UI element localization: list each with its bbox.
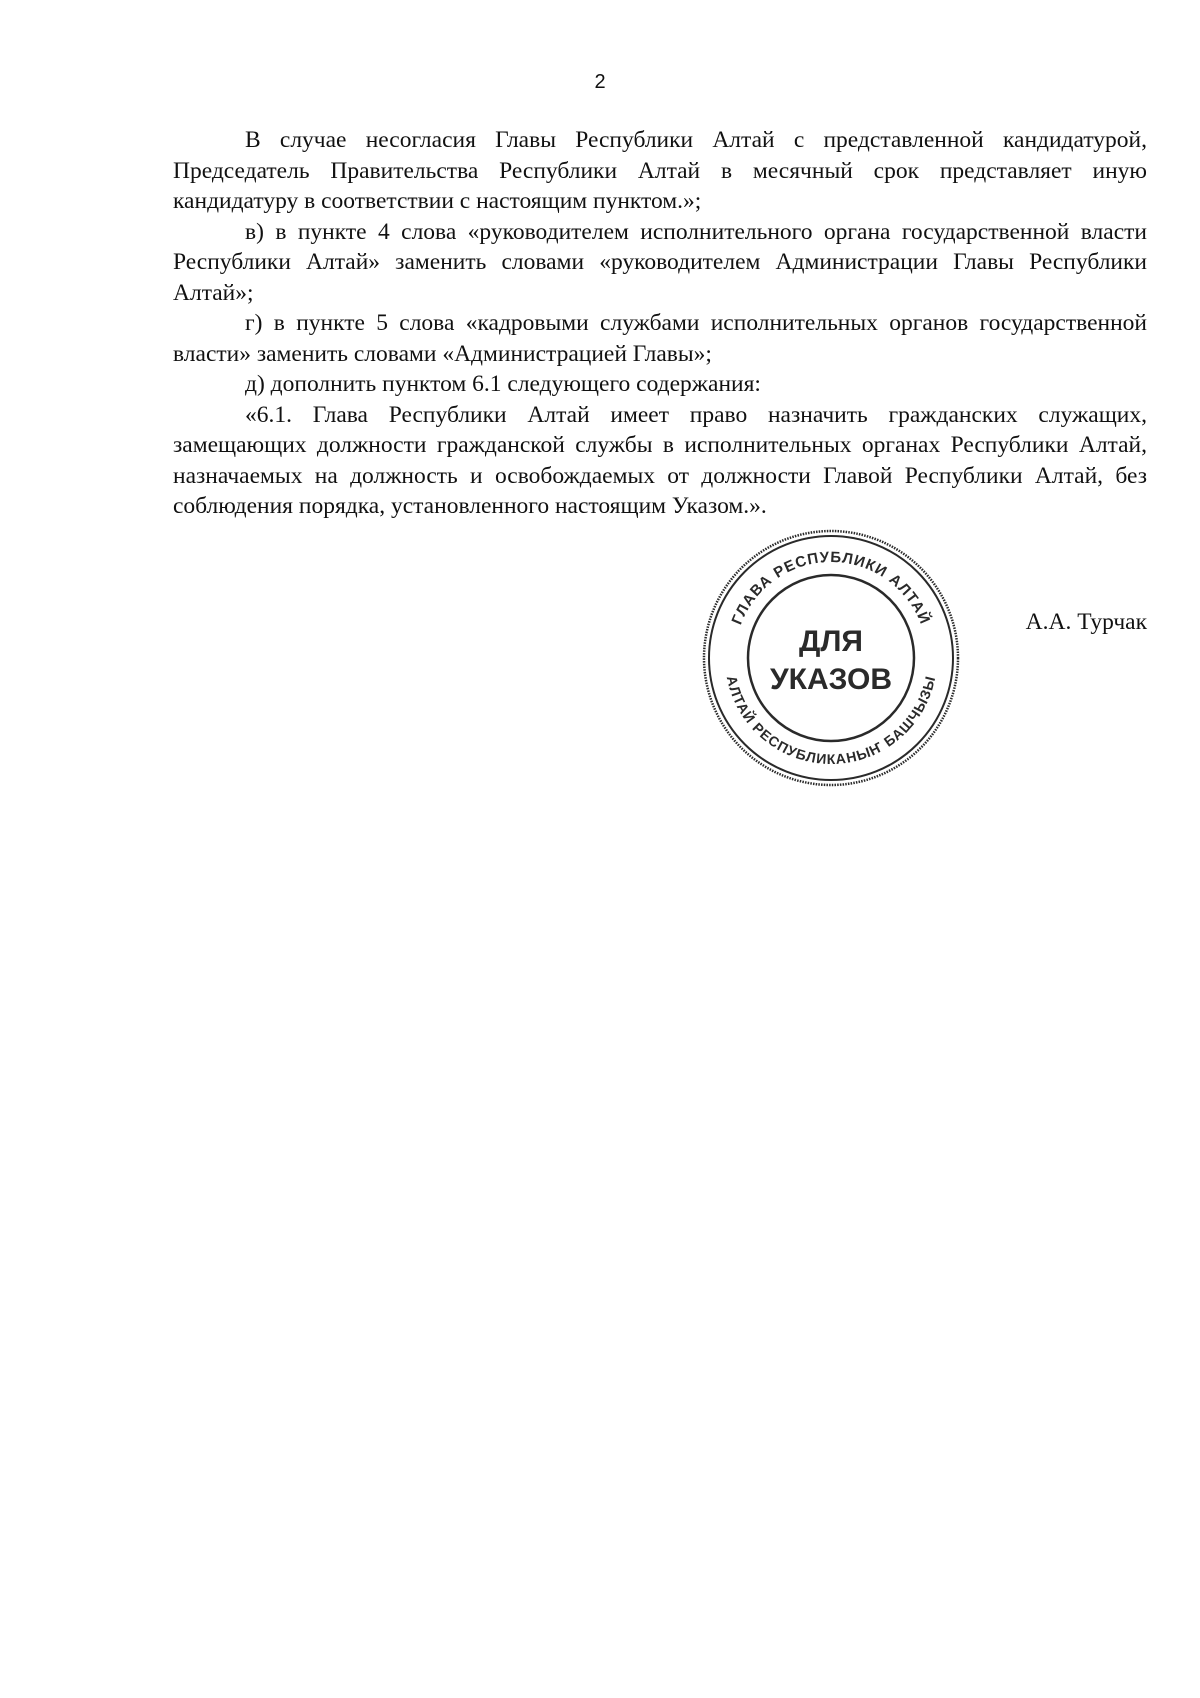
seal-center-line-1: ДЛЯ [799,625,863,658]
seal-center-line-2: УКАЗОВ [769,663,893,696]
paragraph-item-d: д) дополнить пунктом 6.1 следующего содержания: [245,371,761,397]
seal-ring [709,536,953,780]
seal-text-top: ГЛАВА РЕСПУБЛИКИ АЛТАЙ [728,548,934,628]
paragraph-item-v: в) в пункте 4 слова «руководителем исполнительного органа государственной власти Республики Алтай» заменить словами «руководителем Администрации Главы Республики Алтай»; [173,218,1147,306]
page-number: 2 [594,71,606,93]
signature-name: А.А. Турчак [1025,609,1147,635]
paragraph-disagreement: В случае несогласия Главы Республики Алтай с представленной кандидатурой, Председатель Правительства Республики Алтай в месячный срок представляет иную кандидатуру в соответствии с настоящим пунктом.»; [173,127,1147,214]
seal-text-bottom: АЛТАЙ РЕСПУБЛИКАНЫҤ БАШЧЫЗЫ [723,673,939,768]
official-seal [700,527,962,789]
seal-inner-ring [748,575,914,741]
paragraph-item-g: г) в пункте 5 слова «кадровыми службами исполнительных органов государственной власти» заменить словами «Администрацией Главы»; [173,310,1147,367]
paragraph-clause-6-1: «6.1. Глава Республики Алтай имеет право назначить гражданских служащих, замещающих должности гражданской службы в исполнительных органах Республики Алтай, назначаемых на должность и освобождаемых от должности Главой Республики Алтай, без соблюдения порядка, установленного настоящим Указом.». [173,401,1147,519]
document-body [173,125,1147,522]
seal-outer-ring [704,531,958,785]
